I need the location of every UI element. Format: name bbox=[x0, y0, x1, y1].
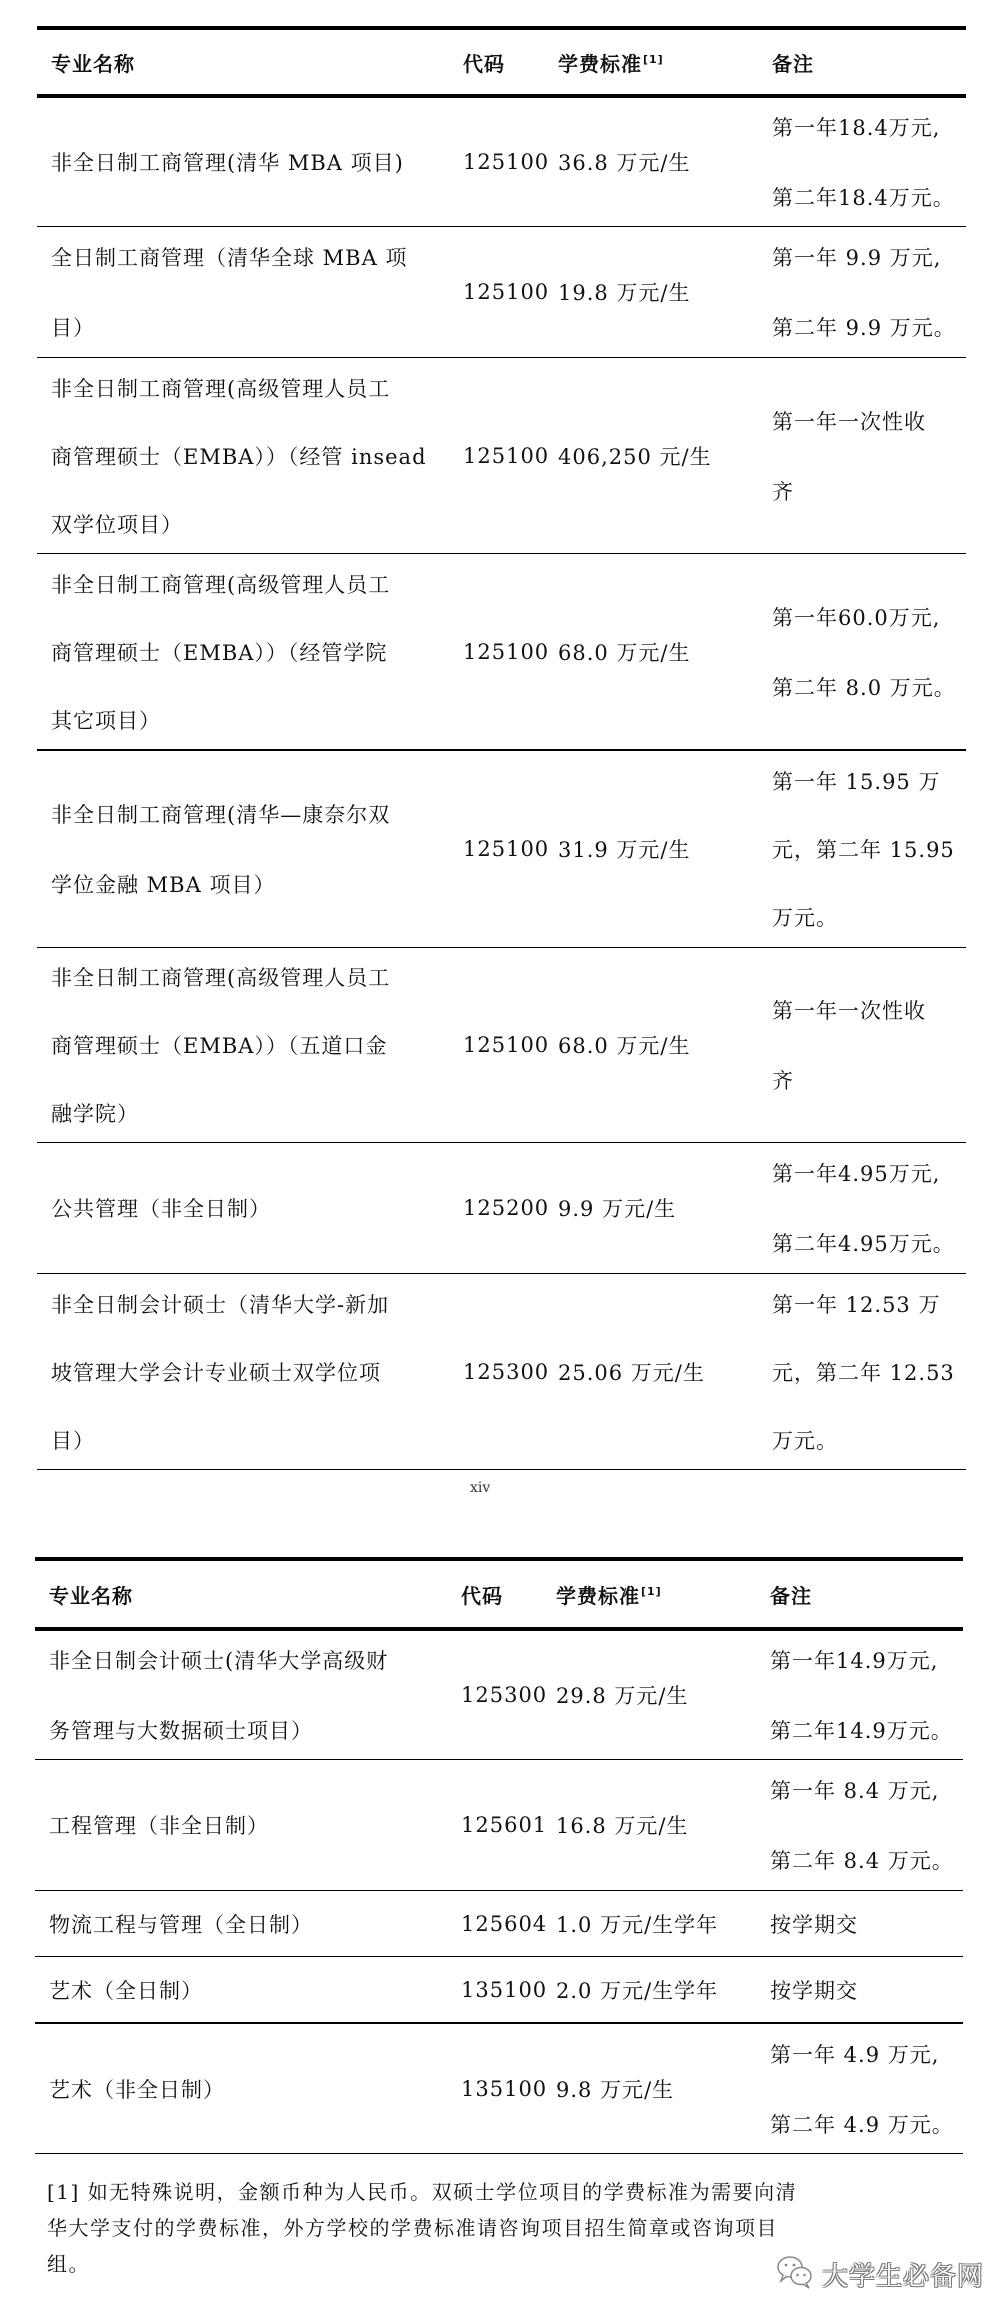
program-name: 物流工程与管理（全日制） bbox=[49, 1912, 313, 1937]
header-name: 专业名称 bbox=[49, 1583, 133, 1608]
program-code: 135100 bbox=[461, 1977, 548, 2002]
table-bottom-rule bbox=[35, 2153, 963, 2154]
program-note: 第二年 4.9 万元。 bbox=[770, 2112, 954, 2137]
program-code: 125100 bbox=[463, 150, 550, 174]
wechat-icon bbox=[776, 2254, 814, 2294]
program-fee: 68.0 万元/生 bbox=[558, 1034, 691, 1058]
program-fee: 68.0 万元/生 bbox=[558, 640, 691, 665]
program-fee: 1.0 万元/生学年 bbox=[556, 1912, 719, 1937]
header-name: 专业名称 bbox=[51, 51, 135, 76]
program-code: 125100 bbox=[463, 1033, 550, 1057]
program-name: 学位金融 MBA 项目） bbox=[51, 873, 276, 897]
program-fee: 16.8 万元/生 bbox=[556, 1814, 689, 1838]
watermark bbox=[776, 2254, 984, 2294]
program-name: 公共管理（非全日制） bbox=[51, 1197, 271, 1221]
program-name: 非全日制工商管理(清华—康奈尔双 bbox=[51, 803, 391, 827]
program-fee: 9.8 万元/生 bbox=[556, 2077, 675, 2102]
header-code: 代码 bbox=[463, 51, 505, 76]
program-name: 全日制工商管理（清华全球 MBA 项 bbox=[51, 246, 408, 270]
table-row bbox=[35, 2024, 963, 2153]
program-note: 第一年 8.4 万元, bbox=[770, 1779, 940, 1803]
table-row bbox=[37, 554, 966, 749]
program-name: 双学位项目） bbox=[51, 512, 183, 537]
program-note: 万元。 bbox=[772, 906, 838, 930]
program-note: 第二年 9.9 万元。 bbox=[772, 316, 956, 340]
program-name: 融学院） bbox=[51, 1102, 139, 1126]
page-number: xiv bbox=[470, 1480, 491, 1494]
program-code: 125100 bbox=[463, 837, 550, 861]
program-code: 125604 bbox=[461, 1911, 548, 1936]
table-row bbox=[37, 1274, 966, 1469]
table-row bbox=[35, 1957, 963, 2022]
program-name: 非全日制工商管理(高级管理人员工 bbox=[51, 376, 391, 401]
footnote-ref[interactable]: [1] bbox=[641, 1584, 662, 1598]
table-header-row bbox=[37, 30, 966, 94]
program-name: 艺术（全日制） bbox=[49, 1978, 203, 2003]
footnote-line: [1] 如无特殊说明，金额币种为人民币。双硕士学位项目的学费标准为需要向清 bbox=[47, 2180, 798, 2204]
program-name: 其它项目） bbox=[51, 708, 161, 733]
program-note: 第一年60.0万元, bbox=[772, 605, 941, 630]
program-name: 坡管理大学会计专业硕士双学位项 bbox=[51, 1360, 381, 1385]
program-note: 按学期交 bbox=[770, 1912, 858, 1937]
watermark-text: 大学生必备网 bbox=[822, 2261, 985, 2292]
program-code: 125100 bbox=[463, 443, 550, 468]
table-row bbox=[37, 1143, 966, 1273]
header-code: 代码 bbox=[461, 1583, 503, 1608]
header-fee: 学费标准 bbox=[558, 51, 642, 76]
program-note: 元，第二年 15.95 bbox=[772, 838, 955, 862]
program-name: 非全日制工商管理(清华 MBA 项目) bbox=[51, 151, 404, 175]
tuition-table-1 bbox=[37, 26, 966, 1470]
program-code: 135100 bbox=[461, 2076, 548, 2101]
table-header-row bbox=[35, 1561, 963, 1627]
program-fee: 31.9 万元/生 bbox=[558, 838, 691, 862]
table-row bbox=[37, 98, 966, 226]
program-fee: 19.8 万元/生 bbox=[558, 281, 691, 305]
program-note: 第一年一次性收 bbox=[772, 409, 926, 434]
footnote-line: 组。 bbox=[47, 2252, 90, 2276]
program-note: 齐 bbox=[772, 479, 794, 504]
program-note: 第一年 9.9 万元, bbox=[772, 246, 942, 270]
program-name: 非全日制工商管理(高级管理人员工 bbox=[51, 966, 391, 990]
program-note: 第二年4.95万元。 bbox=[772, 1232, 955, 1256]
table-row bbox=[37, 358, 966, 553]
program-name: 非全日制会计硕士（清华大学-新加 bbox=[51, 1292, 390, 1317]
program-note: 按学期交 bbox=[770, 1978, 858, 2003]
program-code: 125100 bbox=[463, 280, 550, 304]
program-name: 目） bbox=[51, 316, 95, 340]
header-note: 备注 bbox=[772, 51, 814, 76]
program-name: 非全日制会计硕士(清华大学高级财 bbox=[49, 1649, 389, 1673]
program-code: 125300 bbox=[461, 1683, 548, 1707]
table-row bbox=[37, 751, 966, 947]
program-note: 第一年 4.9 万元, bbox=[770, 2042, 940, 2067]
program-fee: 2.0 万元/生学年 bbox=[556, 1978, 719, 2003]
program-name: 非全日制工商管理(高级管理人员工 bbox=[51, 572, 391, 597]
header-fee: 学费标准 bbox=[556, 1583, 640, 1608]
program-note: 第二年18.4万元。 bbox=[772, 186, 955, 210]
program-code: 125100 bbox=[463, 639, 550, 664]
program-note: 第二年 8.4 万元。 bbox=[770, 1849, 954, 1873]
table-row bbox=[35, 1631, 963, 1759]
program-note: 第一年18.4万元, bbox=[772, 116, 941, 140]
program-note: 万元。 bbox=[772, 1428, 838, 1453]
program-note: 齐 bbox=[772, 1069, 794, 1093]
table-row bbox=[37, 227, 966, 357]
table-row bbox=[35, 1891, 963, 1956]
program-fee: 29.8 万元/生 bbox=[556, 1684, 689, 1708]
footnote-ref[interactable]: [1] bbox=[643, 52, 664, 66]
program-name: 艺术（非全日制） bbox=[49, 2077, 225, 2102]
program-fee: 406,250 元/生 bbox=[558, 444, 712, 469]
program-note: 第一年 15.95 万 bbox=[772, 770, 941, 794]
program-note: 第一年4.95万元, bbox=[772, 1162, 941, 1186]
footnote-line: 华大学支付的学费标准，外方学校的学费标准请咨询项目招生简章或咨询项目 bbox=[47, 2216, 778, 2240]
program-fee: 36.8 万元/生 bbox=[558, 151, 691, 175]
program-note: 第二年 8.0 万元。 bbox=[772, 675, 956, 700]
program-note: 第一年 12.53 万 bbox=[772, 1292, 941, 1317]
program-name: 商管理硕士（EMBA））（五道口金 bbox=[51, 1034, 388, 1058]
program-name: 工程管理（非全日制） bbox=[49, 1814, 269, 1838]
table-row bbox=[37, 948, 966, 1142]
program-name: 商管理硕士（EMBA））（经管学院 bbox=[51, 640, 388, 665]
table-row bbox=[35, 1760, 963, 1890]
program-note: 第一年14.9万元, bbox=[770, 1649, 939, 1673]
program-note: 第一年一次性收 bbox=[772, 999, 926, 1023]
program-name: 商管理硕士（EMBA））（经管 insead bbox=[51, 444, 427, 469]
program-code: 125300 bbox=[463, 1359, 550, 1384]
program-name: 务管理与大数据硕士项目） bbox=[49, 1719, 313, 1743]
program-code: 125601 bbox=[461, 1813, 548, 1837]
header-note: 备注 bbox=[770, 1583, 812, 1608]
tuition-table-2 bbox=[35, 1557, 963, 2155]
program-name: 目） bbox=[51, 1428, 95, 1453]
program-note: 第二年14.9万元。 bbox=[770, 1719, 953, 1743]
table-bottom-rule bbox=[37, 1469, 966, 1470]
program-fee: 25.06 万元/生 bbox=[558, 1360, 705, 1385]
program-fee: 9.9 万元/生 bbox=[558, 1197, 677, 1221]
program-note: 元，第二年 12.53 bbox=[772, 1360, 955, 1385]
program-code: 125200 bbox=[463, 1196, 550, 1220]
